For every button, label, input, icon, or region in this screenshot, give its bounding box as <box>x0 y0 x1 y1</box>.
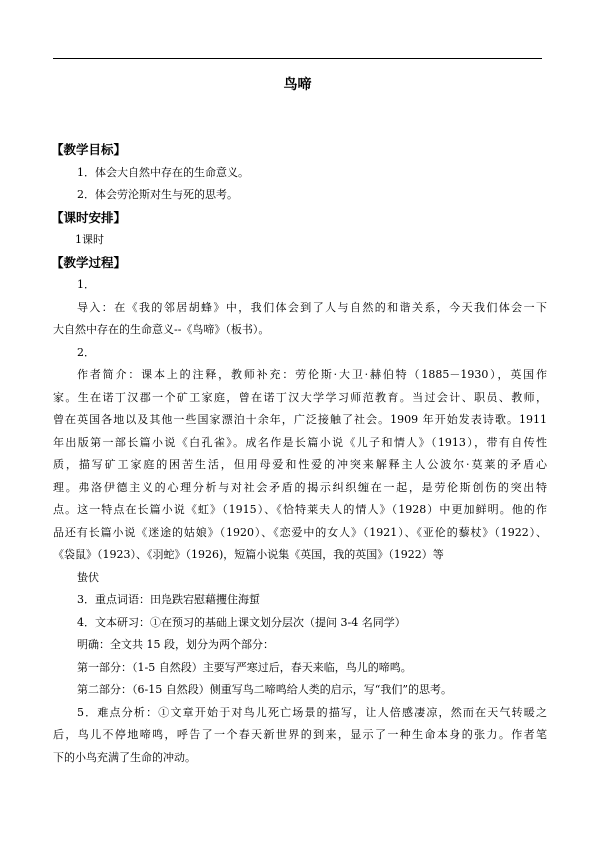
paragraph-line: 品还有长篇小说《迷途的姑娘》（1920）、《恋爱中的女人》（1921）、《亚伦的藜杖》（1922）、 <box>53 525 547 539</box>
schedule-value: 1课时 <box>75 233 104 246</box>
process-heading: 【教学过程】 <box>51 254 127 270</box>
paragraph-line: 第二部分：（6-15 自然段）侧重写鸟二啼鸣给人类的启示，写“我们”的思考。 <box>77 683 452 696</box>
paragraph-line: 理。弗洛伊德主义的心理分析与对社会矛盾的揭示纠织缠在一起，是劳伦斯创伤的突出特 <box>53 480 547 494</box>
step-number: 2． <box>77 345 95 359</box>
paragraph-line: 《袋鼠》（1923）、《羽蛇》（1926)，短篇小说集《英国，我的英国》（1922）等 <box>53 548 444 561</box>
paragraph-line: 作者简介：课本上的注释，教师补充：劳伦斯·大卫·赫伯特（1885－1930），英国作 <box>77 368 547 381</box>
paragraph-line: 第一部分：（1-5 自然段）主要写严寒过后，春天来临，鸟儿的啼鸣。 <box>77 660 412 674</box>
schedule-heading: 【课时安排】 <box>51 209 127 225</box>
paragraph-line: 5．难点分析：①文章开始于对鸟儿死亡场景的描写，让人倍感凄凉，然而在天气转暖之 <box>77 705 547 719</box>
paragraph-line: 蛰伏 <box>77 570 99 584</box>
goal-item: 1．体会大自然中存在的生命意义。 <box>77 165 249 179</box>
paragraph-line: 大自然中存在的生命意义--《鸟啼》（板书）。 <box>53 323 270 336</box>
step-number: 1． <box>77 278 95 291</box>
paragraph-line: 家。生在诺丁汉郡一个矿工家庭，曾在诺丁汉大学学习师范教育。当过会计、职员、教师， <box>53 390 547 404</box>
paragraph-line: 明确：全文共 15 段，划分为两个部分： <box>77 638 274 651</box>
goals-heading: 【教学目标】 <box>51 142 127 157</box>
document-body <box>53 139 547 769</box>
paragraph-line: 点。这一特点在长篇小说《虹》（1915）、《恰特莱夫人的情人》（1928）中更加鲜明。他的作 <box>53 503 547 516</box>
paragraph-line: 4．文本研习：①在预习的基础上课文划分层次（提问 3-4 名同学） <box>77 615 406 629</box>
paragraph-line: 后，鸟儿不停地啼鸣，呼告了一个春天新世界的到来，显示了一种生命本身的张力。作者笔 <box>53 728 547 741</box>
header-rule <box>53 58 542 59</box>
paragraph-line: 3．重点词语：田凫跌宕慰藉攫住海蜇 <box>77 593 260 606</box>
paragraph-line: 导入：在《我的邻居胡蜂》中，我们体会到了人与自然的和谐关系，今天我们体会一下 <box>77 300 547 314</box>
paragraph-line: 年出版第一部长篇小说《白孔雀》。成名作是长篇小说《儿子和情人》（1913），带有自传性 <box>53 435 547 449</box>
goal-item: 2．体会劳沦斯对生与死的思考。 <box>77 188 238 201</box>
paragraph-line: 下的小鸟充满了生命的冲动。 <box>53 750 196 764</box>
document-title: 鸟啼 <box>283 77 312 93</box>
paragraph-line: 质，描写矿工家庭的困苦生活，但用母爱和性爱的冲突来解释主人公波尔·莫莱的矛盾心 <box>53 458 547 471</box>
paragraph-line: 曾在英国各地以及其他一些国家漂泊十余年，广泛接触了社会。1909 年开始发表诗歌。1911 <box>53 413 547 426</box>
